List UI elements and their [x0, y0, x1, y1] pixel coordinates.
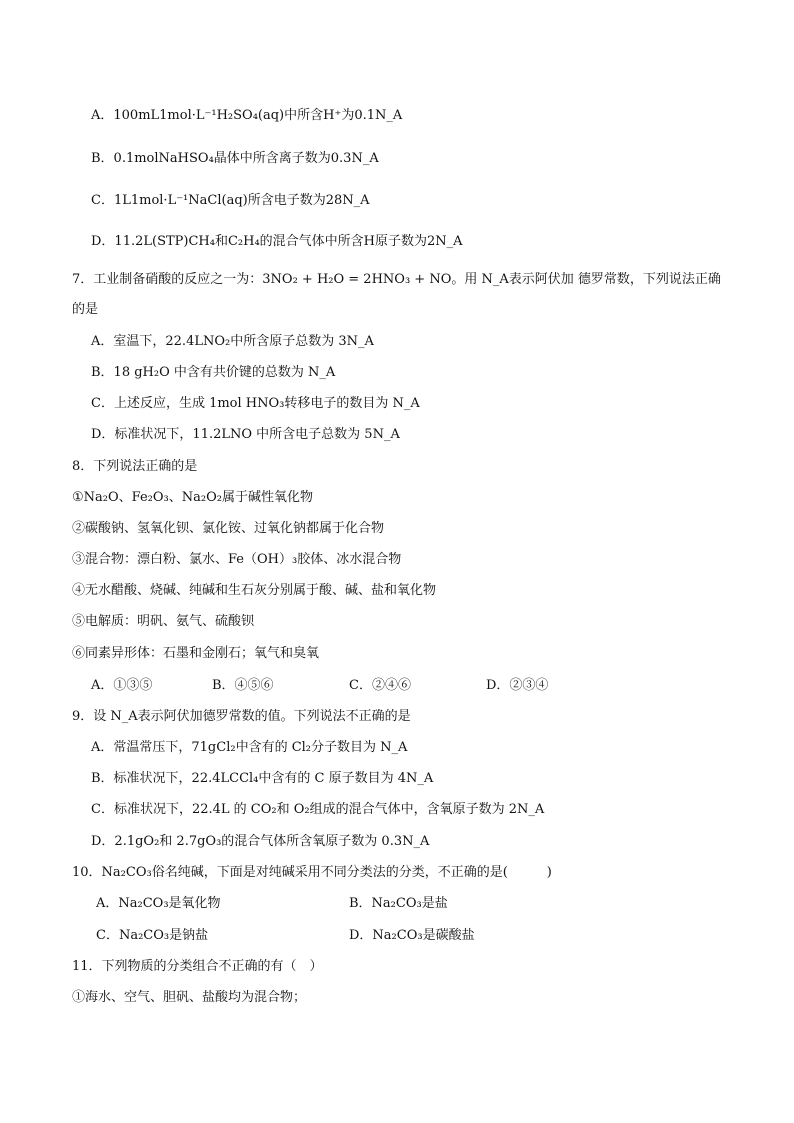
q7-option-a: A．室温下，22.4LNO₂中所含原子总数为 3N_A	[91, 334, 374, 349]
q8-stem: 8．下列说法正确的是	[72, 459, 198, 474]
q6-option-a: A．100mL1mol·L⁻¹H₂SO₄(aq)中所含H⁺为0.1N_A	[91, 108, 403, 123]
q6-option-b: B．0.1molNaHSO₄晶体中所含离子数为0.3N_A	[91, 151, 379, 166]
q9-option-d: D．2.1gO₂和 2.7gO₃的混合气体所含氧原子数为 0.3N_A	[91, 834, 430, 849]
q9-option-a: A．常温常压下，71gCl₂中含有的 Cl₂分子数目为 N_A	[91, 740, 408, 755]
q7-option-d: D．标准状况下，11.2LNO 中所含电子总数为 5N_A	[91, 427, 400, 442]
q9-option-b: B．标准状况下，22.4LCCl₄中含有的 C 原子数目为 4N_A	[91, 771, 434, 786]
q10-option-a: A．Na₂CO₃是氧化物	[96, 896, 221, 911]
q10-option-d: D．Na₂CO₃是碳酸盐	[349, 928, 475, 943]
q7-option-c: C．上述反应，生成 1mol HNO₃转移电子的数目为 N_A	[91, 396, 420, 411]
q11-stem: 11．下列物质的分类组合不正确的有（ ）	[72, 959, 323, 974]
q6-option-c: C．1L1mol·L⁻¹NaCl(aq)所含电子数为28N_A	[91, 193, 370, 208]
q8-option-d: D．②③④	[486, 678, 549, 693]
q8-statement-3: ③混合物：漂白粉、氯水、Fe（OH）₃胶体、冰水混合物	[72, 552, 402, 567]
q6-option-d: D．11.2L(STP)CH₄和C₂H₄的混合气体中所含H原子数为2N_A	[91, 234, 463, 249]
q8-option-a: A．①③⑤	[91, 678, 153, 693]
q10-option-b: B．Na₂CO₃是盐	[349, 896, 448, 911]
q10-stem: 10．Na₂CO₃俗名纯碱，下面是对纯碱采用不同分类法的分类，不正确的是( )	[72, 865, 552, 880]
q9-option-c: C．标准状况下，22.4L 的 CO₂和 O₂组成的混合气体中，含氧原子数为 2N_A	[91, 802, 545, 817]
q8-option-c: C．②④⑥	[349, 678, 411, 693]
q7-stem-line2: 的是	[72, 302, 99, 317]
q10-option-c: C．Na₂CO₃是钠盐	[96, 928, 209, 943]
q11-statement-1: ①海水、空气、胆矾、盐酸均为混合物；	[72, 990, 307, 1005]
q8-statement-4: ④无水醋酸、烧碱、纯碱和生石灰分别属于酸、碱、盐和氧化物	[72, 583, 437, 598]
q7-stem-line1: 7．工业制备硝酸的反应之一为：3NO₂ + H₂O = 2HNO₃ + NO。用 N_A表示阿伏加 德罗常数，下列说法正确	[72, 272, 721, 287]
q8-statement-1: ①Na₂O、Fe₂O₃、Na₂O₂属于碱性氧化物	[72, 490, 313, 505]
q8-statement-6: ⑥同素异形体：石墨和金刚石；氧气和臭氧	[72, 646, 320, 661]
q8-option-b: B．④⑤⑥	[212, 678, 274, 693]
q9-stem: 9．设 N_A表示阿伏加德罗常数的值。下列说法不正确的是	[72, 709, 411, 724]
q8-statement-2: ②碳酸钠、氢氧化钡、氯化铵、过氧化钠都属于化合物	[72, 521, 385, 536]
q7-option-b: B．18 gH₂O 中含有共价键的总数为 N_A	[91, 365, 336, 380]
q8-statement-5: ⑤电解质：明矾、氨气、硫酸钡	[72, 614, 255, 629]
